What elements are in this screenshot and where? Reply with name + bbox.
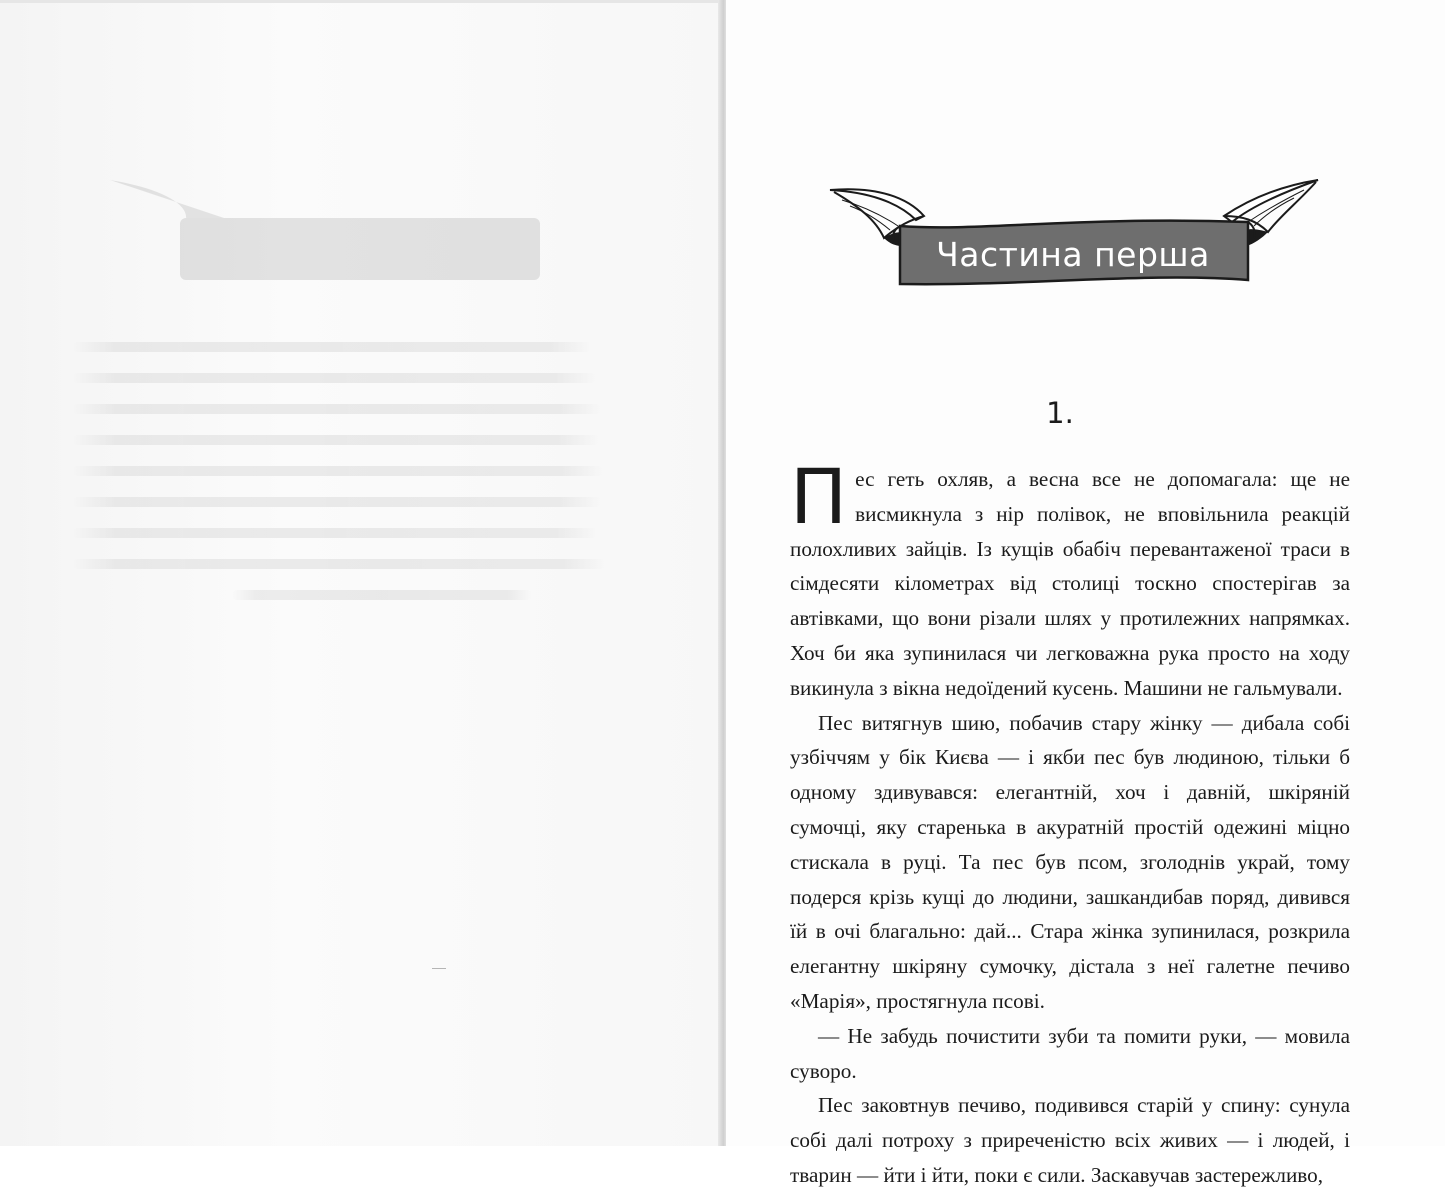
- paragraph-text: ес геть охляв, а весна все не допомагала: ще не висмикнула з нір полівок, не вповільнила реакцій полохливих зайців. Із кущів обабіч перевантаженої траси в сімдесяти кілометрах від столиці тоскно спостерігав за автівками, що вони різали шлях у протилежних напрямках. Хоч би яка зупинилася чи легковажна рука просто на ходу викинула з вікна недоїдений кусень. Машини не гальмували.: [790, 467, 1350, 700]
- paragraph: — Не забудь почистити зуби та помити руки, — мовила суворо.: [790, 1023, 1350, 1083]
- paragraph: [790, 452, 1350, 706]
- part-title-banner: [828, 176, 1320, 296]
- paragraph: Пес заковтнув печиво, подивився старій у спину: сунула собі далі потроху з приреченістю всіх живих — і людей, і тварин — йти і йти, поки є сили. Заскавучав застережливо,: [790, 1093, 1350, 1187]
- bleed-through-dash: [432, 968, 446, 969]
- page-top-edge: [0, 0, 718, 3]
- paragraph: Пес витягнув шию, побачив стару жінку — дибала собі узбіччям у бік Києва — і якби пес був людиною, тільки б одному здивувався: елегантній, хоч і давній, шкіряній сумочці, яку старенька в акуратній простій одежині міцно стискала в руці. Та пес був псом, зголоднів украй, тому подерся крізь кущі до людини, зашкандибав поряд, дивився їй в очі благально: дай... Стара жінка зупинилася, розкрила елегантну шкіряну сумочку, дістала з неї галетне печиво «Марія», простягнула псові.: [790, 710, 1350, 1013]
- drop-cap: П: [790, 452, 848, 541]
- body-text: [790, 452, 1350, 1193]
- part-title: Частина перша: [936, 234, 1210, 274]
- left-page: [0, 0, 722, 1146]
- chapter-number: 1.: [1046, 396, 1074, 430]
- bleed-through-banner: [110, 170, 550, 290]
- bleed-through-text: [72, 342, 612, 621]
